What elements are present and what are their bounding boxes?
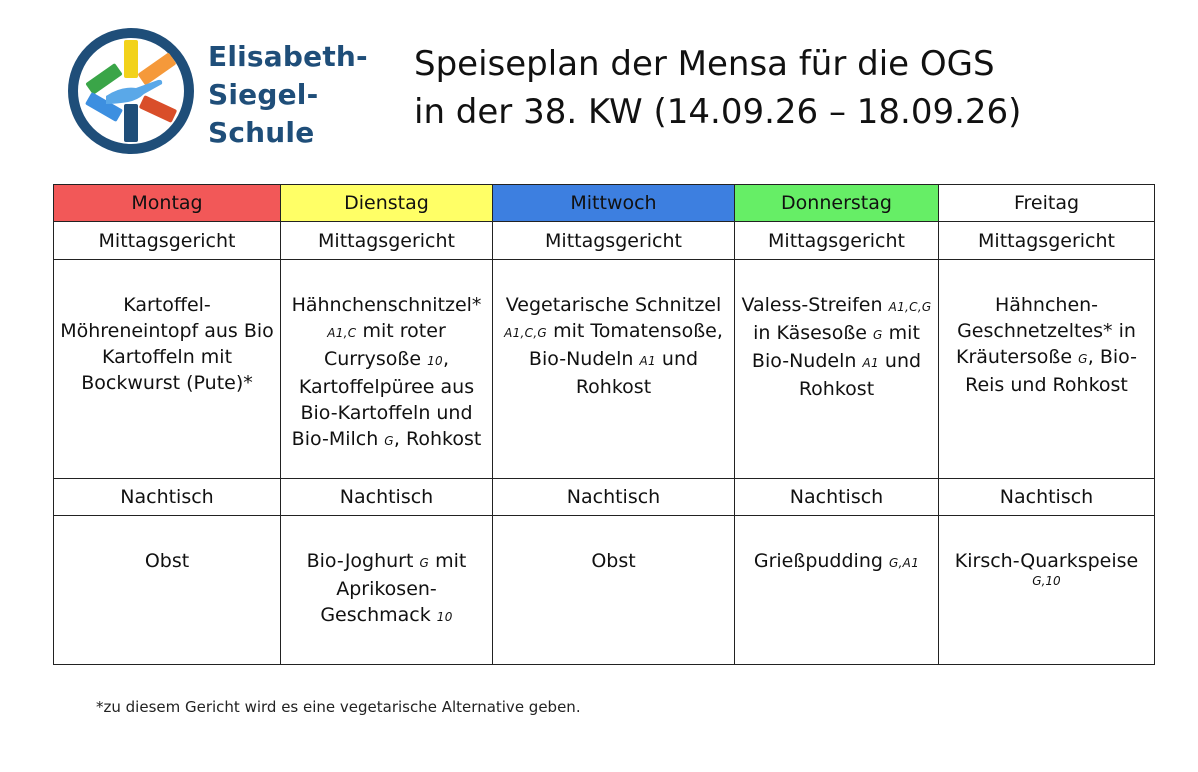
dish-text: Hähnchen-Geschnetzeltes* in Kräutersoße [956, 294, 1136, 368]
main-label-thursday: Mittagsgericht [735, 222, 939, 260]
logo-red-bar [139, 95, 178, 123]
dish-text: Grießpudding [753, 550, 889, 572]
school-logo [66, 26, 196, 156]
dessert-label-tuesday: Nachtisch [281, 479, 493, 516]
dish-text: , Rohkost [393, 428, 482, 450]
school-name [208, 38, 368, 152]
dessert-row [54, 516, 1155, 665]
page-title [414, 40, 1021, 136]
main-label-row [54, 222, 1155, 260]
main-dish-thursday [735, 260, 939, 479]
dessert-label-thursday: Nachtisch [735, 479, 939, 516]
allergen-code: G [1078, 352, 1088, 366]
allergen-code: 10 [427, 354, 443, 368]
day-header-thursday: Donnerstag [735, 185, 939, 222]
dessert-thursday [735, 516, 939, 665]
logo-navy-bar [124, 104, 138, 142]
dessert-label-friday: Nachtisch [939, 479, 1155, 516]
day-header-tuesday: Dienstag [281, 185, 493, 222]
dessert-monday [54, 516, 281, 665]
allergen-code: A1 [639, 354, 656, 368]
dish-text: , Bio-Reis und Rohkost [965, 346, 1137, 396]
page-title-line1: Speiseplan der Mensa für die OGS [414, 44, 995, 84]
dessert-tuesday [281, 516, 493, 665]
footnote: *zu diesem Gericht wird es eine vegetarische Alternative geben. [96, 698, 581, 716]
dish-text: mit Bio-Nudeln [751, 322, 920, 372]
allergen-code: A1 [862, 356, 879, 370]
allergen-code: G [873, 328, 883, 342]
dish-text: und Rohkost [575, 348, 699, 398]
allergen-code: A1,C,G [888, 300, 932, 314]
dessert-label-monday: Nachtisch [54, 479, 281, 516]
dish-text: Hähnchenschnitzel* [291, 294, 482, 316]
allergen-code: A1,C [327, 326, 357, 340]
main-dish-monday [54, 260, 281, 479]
main-dish-friday [939, 260, 1155, 479]
dish-text: und Rohkost [798, 350, 922, 400]
dessert-friday [939, 516, 1155, 665]
menu-table [53, 184, 1155, 665]
allergen-code: G,A1 [888, 556, 920, 570]
dish-text: mit roter Currysoße [324, 320, 446, 370]
page-title-line2: in der 38. KW (14.09.26 – 18.09.26) [414, 92, 1022, 132]
main-label-friday: Mittagsgericht [939, 222, 1155, 260]
allergen-code: G [384, 434, 394, 448]
main-dish-row [54, 260, 1155, 479]
allergen-code: G,10 [1032, 574, 1061, 588]
main-dish-tuesday [281, 260, 493, 479]
main-label-tuesday: Mittagsgericht [281, 222, 493, 260]
dish-text: Kartoffel-Möhreneintopf aus Bio Kartoffeln mit Bockwurst (Pute)* [60, 294, 274, 394]
dish-text: Obst [591, 550, 636, 572]
dish-text: Obst [144, 550, 190, 572]
main-label-monday: Mittagsgericht [54, 222, 281, 260]
day-header-monday: Montag [54, 185, 281, 222]
school-name-line1: Elisabeth- [208, 40, 368, 73]
day-header-friday: Freitag [939, 185, 1155, 222]
school-name-line2: Siegel- [208, 78, 319, 111]
dessert-label-wednesday: Nachtisch [493, 479, 735, 516]
dish-text: mit Aprikosen-Geschmack [320, 550, 467, 626]
allergen-code: G [419, 556, 430, 570]
day-header-wednesday: Mittwoch [493, 185, 735, 222]
dish-text: , Kartoffelpüree aus Bio-Kartoffeln und Bio-Milch [291, 348, 475, 450]
dish-text: in Käsesoße [753, 322, 874, 344]
dessert-wednesday [493, 516, 735, 665]
main-label-wednesday: Mittagsgericht [493, 222, 735, 260]
dish-text: Vegetarische Schnitzel [505, 294, 722, 316]
allergen-code: A1,C,G [504, 326, 548, 340]
school-name-line3: Schule [208, 116, 315, 149]
dish-text: Bio-Joghurt [306, 550, 420, 572]
allergen-code: 10 [436, 610, 453, 624]
logo-yellow-bar [124, 40, 138, 78]
dish-text: mit Tomatensoße, Bio-Nudeln [528, 320, 723, 370]
dessert-label-row [54, 479, 1155, 516]
dish-text: Valess-Streifen [741, 294, 889, 316]
day-header-row [54, 185, 1155, 222]
main-dish-wednesday [493, 260, 735, 479]
dish-text: Kirsch-Quarkspeise [954, 550, 1139, 572]
